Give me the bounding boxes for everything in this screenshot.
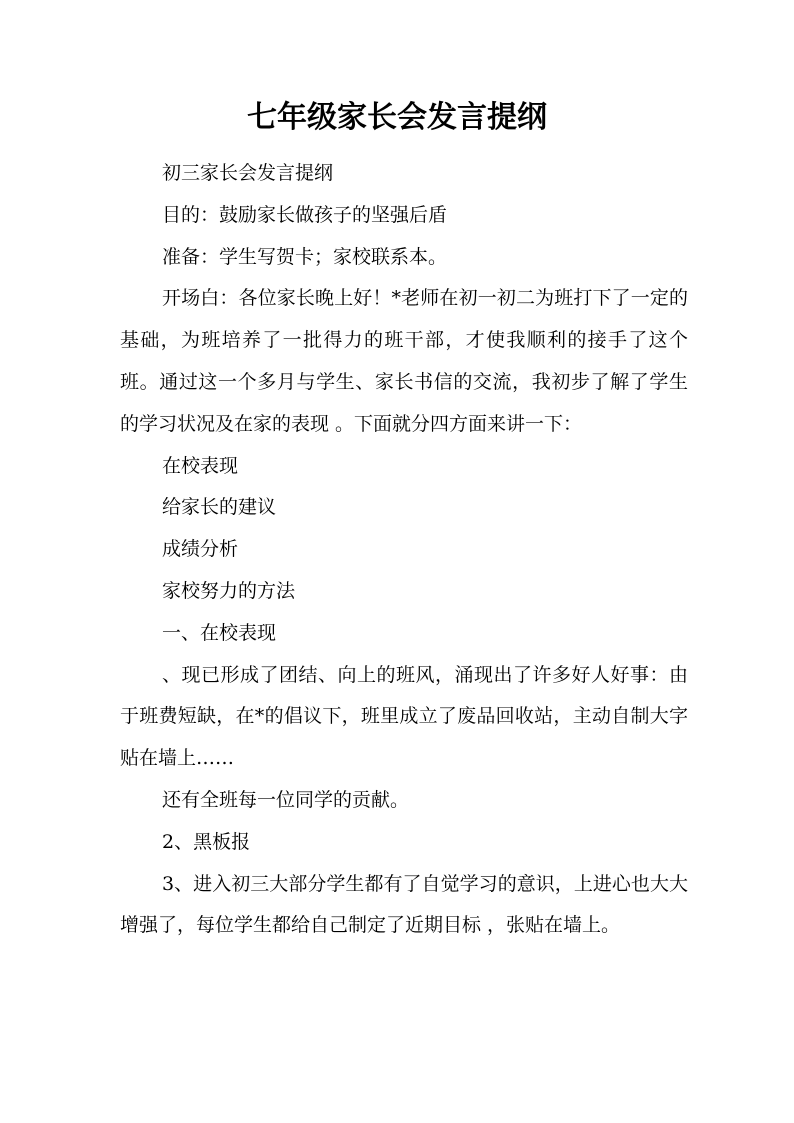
paragraph-preparation: 准备：学生写贺卡；家校联系本。 [162, 245, 448, 268]
paragraph-purpose: 目的：鼓励家长做孩子的坚强后盾 [162, 203, 448, 226]
paragraph-opening: 开场白：各位家长晚上好！*老师在初一初二为班打下了一定的基础，为班培养了一批得力的班干部，才使我顺利的接手了这个班。通过这一个多月与学生、家长书信的交流，我初步了解了学生的学习状况及在家的表现 。下面就分四方面来讲一下： [120, 287, 688, 435]
outline-item-score-analysis: 成绩分析 [162, 538, 239, 561]
outline-item-school-performance: 在校表现 [162, 454, 239, 477]
section-heading-school-performance: 一、在校表现 [162, 621, 277, 644]
outline-item-home-school-methods: 家校努力的方法 [162, 579, 296, 602]
paragraph-contribution: 还有全班每一位同学的贡献。 [162, 788, 410, 811]
document-body [120, 153, 688, 947]
paragraph-subtitle: 初三家长会发言提纲 [162, 162, 334, 184]
outline-item-parent-advice: 给家长的建议 [162, 496, 277, 519]
document-title: 七年级家长会发言提纲 [247, 100, 547, 135]
paragraph-self-study: 3、进入初三大部分学生都有了自觉学习的意识，上进心也大大增强了，每位学生都给自己制定了近期目标 ，张贴在墙上。 [120, 872, 688, 937]
paragraph-class-atmosphere: 、现已形成了团结、向上的班风，涌现出了许多好人好事：由于班费短缺，在*的倡议下，班里成立了废品回收站，主动自制大字贴在墙上…… [120, 663, 688, 770]
paragraph-blackboard: 2、黑板报 [162, 830, 251, 853]
